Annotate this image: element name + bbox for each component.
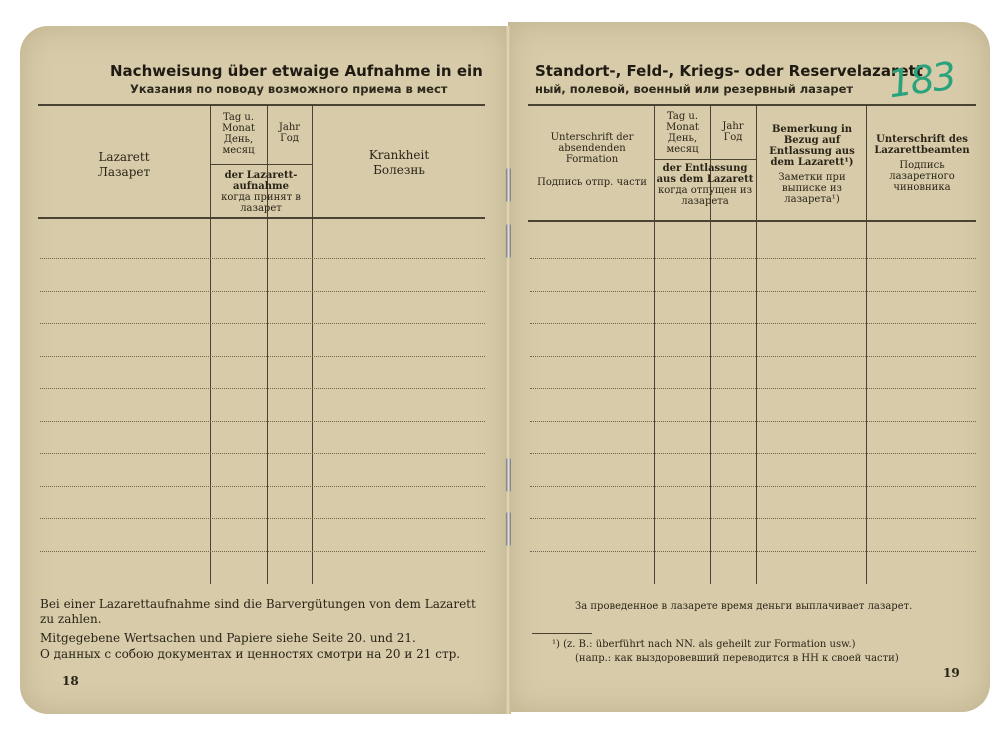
col-entlassung: der Entlassung aus dem Lazarett когда отпущен из лазарета xyxy=(656,163,754,207)
table-row xyxy=(40,258,485,259)
footnote-ru: (напр.: как выздоровевший переводится в НН к своей части) xyxy=(575,653,899,664)
staple-icon xyxy=(506,512,511,546)
table-row xyxy=(40,388,485,389)
table-row xyxy=(40,323,485,324)
table-row xyxy=(40,518,485,519)
table-top-rule xyxy=(528,104,976,106)
table-top-rule xyxy=(38,104,485,106)
left-footer-valuables: Mitgegebene Wertsachen und Papiere siehe Seite 20. und 21. xyxy=(40,631,416,645)
table-row xyxy=(530,291,976,292)
staple-icon xyxy=(506,168,511,202)
left-footer-payment: Bei einer Lazarettaufnahme sind die Barvergütungen von dem Lazarett zu zahlen. xyxy=(40,597,476,626)
col-tag-monat: Tag u. Monat День, месяц xyxy=(666,111,699,155)
table-row xyxy=(530,518,976,519)
col-unterschrift: Unterschrift der absendenden Formation Подпись отпр. части xyxy=(537,132,647,188)
column-divider xyxy=(756,104,757,584)
col-bemerkung: Bemerkung in Bezug auf Entlassung aus dem Lazarett¹) Заметки при выписке из лазарета¹) xyxy=(769,124,855,205)
table-row xyxy=(530,258,976,259)
staple-icon xyxy=(506,458,511,492)
left-page-subtitle: Указания по поводу возможного приема в мест xyxy=(130,82,448,96)
table-row xyxy=(40,291,485,292)
col-tag-monat: Tag u. Monat День, месяц xyxy=(222,112,255,156)
page-number-right: 19 xyxy=(943,666,960,680)
table-row xyxy=(530,356,976,357)
col-lazarett: Lazarett Лазарет xyxy=(97,150,151,179)
table-row xyxy=(40,453,485,454)
table-row xyxy=(530,388,976,389)
staple-icon xyxy=(506,224,511,258)
col-krankheit: Krankheit Болезнь xyxy=(368,148,430,177)
table-row xyxy=(40,356,485,357)
column-divider xyxy=(866,104,867,584)
page-number-left: 18 xyxy=(62,674,79,688)
footnote-rule xyxy=(532,633,592,634)
table-row xyxy=(530,551,976,552)
book-spine xyxy=(505,26,511,714)
table-row xyxy=(40,551,485,552)
table-row xyxy=(530,453,976,454)
col-jahr: Jahr Год xyxy=(722,121,744,143)
col-aufnahme: der Lazarett-aufnahme когда принят в лазарет xyxy=(221,170,301,214)
handwritten-number: 183 xyxy=(885,53,958,107)
footnote-de: ¹) (z. B.: überführt nach NN. als geheilt zur Formation usw.) xyxy=(552,639,856,650)
table-header-rule xyxy=(528,220,976,222)
right-footer-note: За проведенное в лазарете время деньги выплачивает лазарет. xyxy=(575,601,913,612)
header-sub-rule xyxy=(210,164,312,165)
col-beamten: Unterschrift des Lazarettbeamten Подпись лазаретного чиновника xyxy=(874,134,970,193)
table-row xyxy=(40,486,485,487)
right-page-subtitle: ный, полевой, военный или резервный лазарет xyxy=(535,82,854,96)
table-row xyxy=(40,421,485,422)
col-jahr: Jahr Год xyxy=(278,122,301,144)
table-row xyxy=(530,486,976,487)
left-page-title: Nachweisung über etwaige Aufnahme in ein xyxy=(110,62,483,80)
table-header-rule xyxy=(38,217,485,219)
table-row xyxy=(530,421,976,422)
header-sub-rule xyxy=(654,159,756,160)
right-page-title: Standort-, Feld-, Kriegs- oder Reservelazarett xyxy=(535,62,923,80)
table-row xyxy=(530,323,976,324)
left-footer-valuables-ru: О данных с собою документах и ценностях смотри на 20 и 21 стр. xyxy=(40,647,461,661)
